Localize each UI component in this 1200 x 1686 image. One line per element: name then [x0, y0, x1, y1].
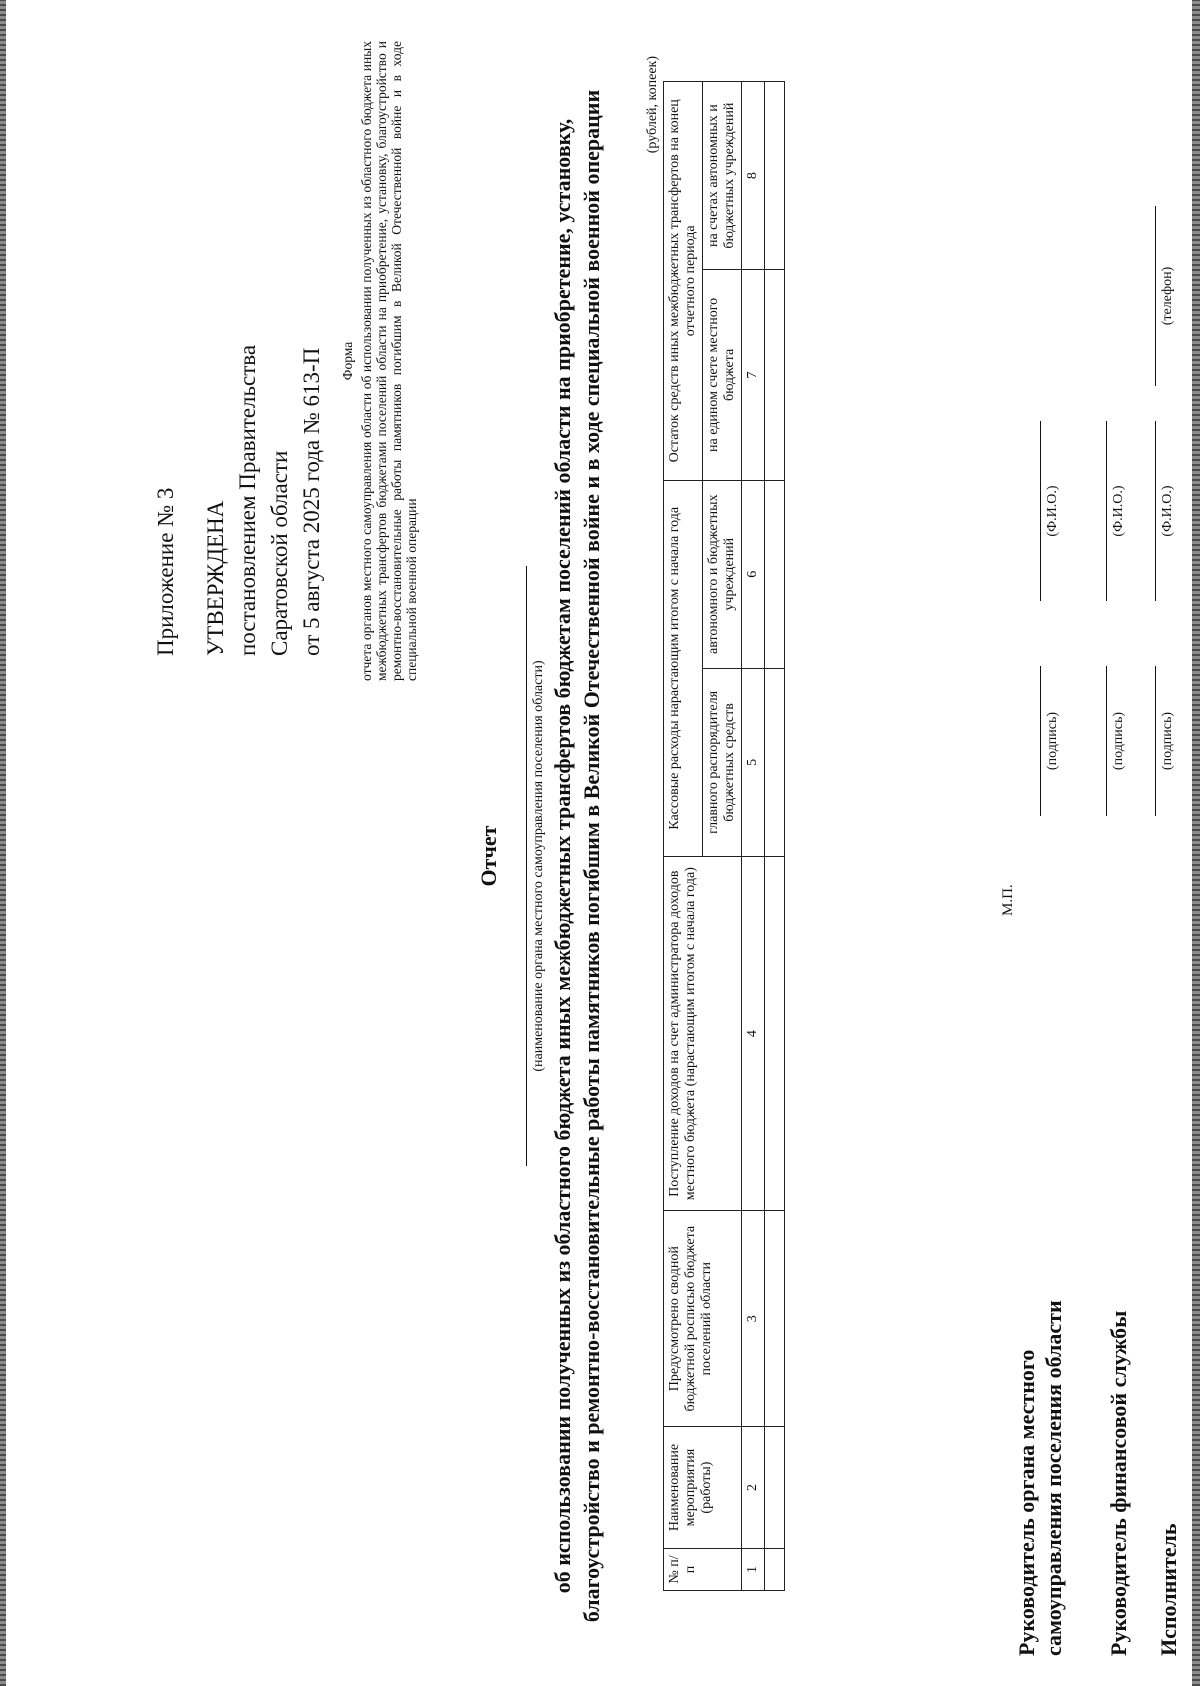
finance-signature-caption: (подпись): [1111, 711, 1126, 771]
col-number: 6: [742, 480, 765, 668]
col-number: 5: [742, 668, 765, 856]
header-num: № п/п: [664, 1548, 742, 1590]
signature-block: [0, 26, 1200, 1686]
finance-head-title: Руководитель финансовой службы: [1106, 1310, 1131, 1656]
col-number: 1: [742, 1548, 765, 1590]
header-planned: Предусмотрено сводной бюджетной росписью бюджета поселений области: [664, 1211, 742, 1427]
head-fio-line: [1040, 421, 1041, 601]
units-label: (рублей, копеек): [645, 56, 660, 154]
col-number: 4: [742, 857, 765, 1211]
stamp-place: М.П.: [1000, 884, 1016, 916]
col-number: 3: [742, 1211, 765, 1427]
executor-phone-line: [1155, 206, 1156, 386]
header-income: Поступление доходов на счет администратора доходов местного бюджета (нарастающим итогом с начала года): [664, 857, 742, 1211]
col-number: 2: [742, 1427, 765, 1549]
executor-signature-caption: (подпись): [1160, 711, 1175, 771]
form-label: Форма: [340, 341, 355, 381]
document-sheet: [0, 26, 1200, 1686]
appendix-number: Приложение № 3: [153, 487, 178, 656]
header-exp-auto: автономного и бюджетных учреждений: [703, 480, 742, 668]
head-fio-caption: (Ф.И.О.): [1045, 485, 1060, 537]
executor-fio-caption: (Ф.И.О.): [1160, 485, 1175, 537]
approved-line-1: постановлением Правительства: [235, 344, 260, 656]
head-title-line-1: Руководитель органа местного: [1014, 1349, 1039, 1656]
report-main-title: об использовании полученных из областного бюджета иных межбюджетных трансфертов бюджетам поселений области на приобретение, установку, благоустройство и ремонтно-восстановительные работы памятников погибшим в Великой Отечественной войне и в ходе специальной военной операции: [550, 89, 604, 1623]
executor-fio-line: [1155, 421, 1156, 601]
head-signature-line: [1040, 666, 1041, 816]
org-name-caption: (наименование органа местного самоуправления поселения области): [531, 660, 546, 1072]
finance-fio-caption: (Ф.И.О.): [1111, 485, 1126, 537]
head-title-line-2: самоуправления поселения области: [1041, 1300, 1066, 1656]
col-number: 8: [742, 82, 765, 270]
form-text: отчета органов местного самоуправления области об использовании полученных из областного бюджета иных межбюджетных трансфертов бюджетами поселений области на приобретение, установку, благоустройство и ремонтно-восстановительные работы памятников погибшим в Великой Отечественной войне и в ходе специальной военной операции: [359, 41, 419, 681]
executor-phone-caption: (телефон): [1160, 266, 1175, 326]
header-balance: Остаток средств иных межбюджетных трансфертов на конец отчетного периода: [664, 82, 703, 481]
executor-signature-line: [1155, 666, 1156, 816]
report-title: Отчет: [476, 825, 501, 887]
header-bal-auto: на счетах автономных и бюджетных учреждений: [703, 82, 742, 270]
header-exp-main: главного распорядителя бюджетных средств: [703, 668, 742, 856]
approved-line-2: Саратовской области: [267, 450, 292, 656]
header-expenses: Кассовые расходы нарастающим итогом с начала года: [664, 480, 703, 856]
approved-label: УТВЕРЖДЕНА: [203, 500, 228, 656]
executor-title: Исполнитель: [1156, 1523, 1181, 1656]
finance-fio-line: [1106, 421, 1107, 601]
header-bal-single: на едином счете местного бюджета: [703, 270, 742, 480]
header-name: Наименование мероприятия (работы): [664, 1427, 742, 1549]
head-signature-caption: (подпись): [1045, 711, 1060, 771]
approved-line-3: от 5 августа 2025 года № 613-П: [299, 347, 324, 656]
col-number: 7: [742, 270, 765, 480]
finance-signature-line: [1106, 666, 1107, 816]
